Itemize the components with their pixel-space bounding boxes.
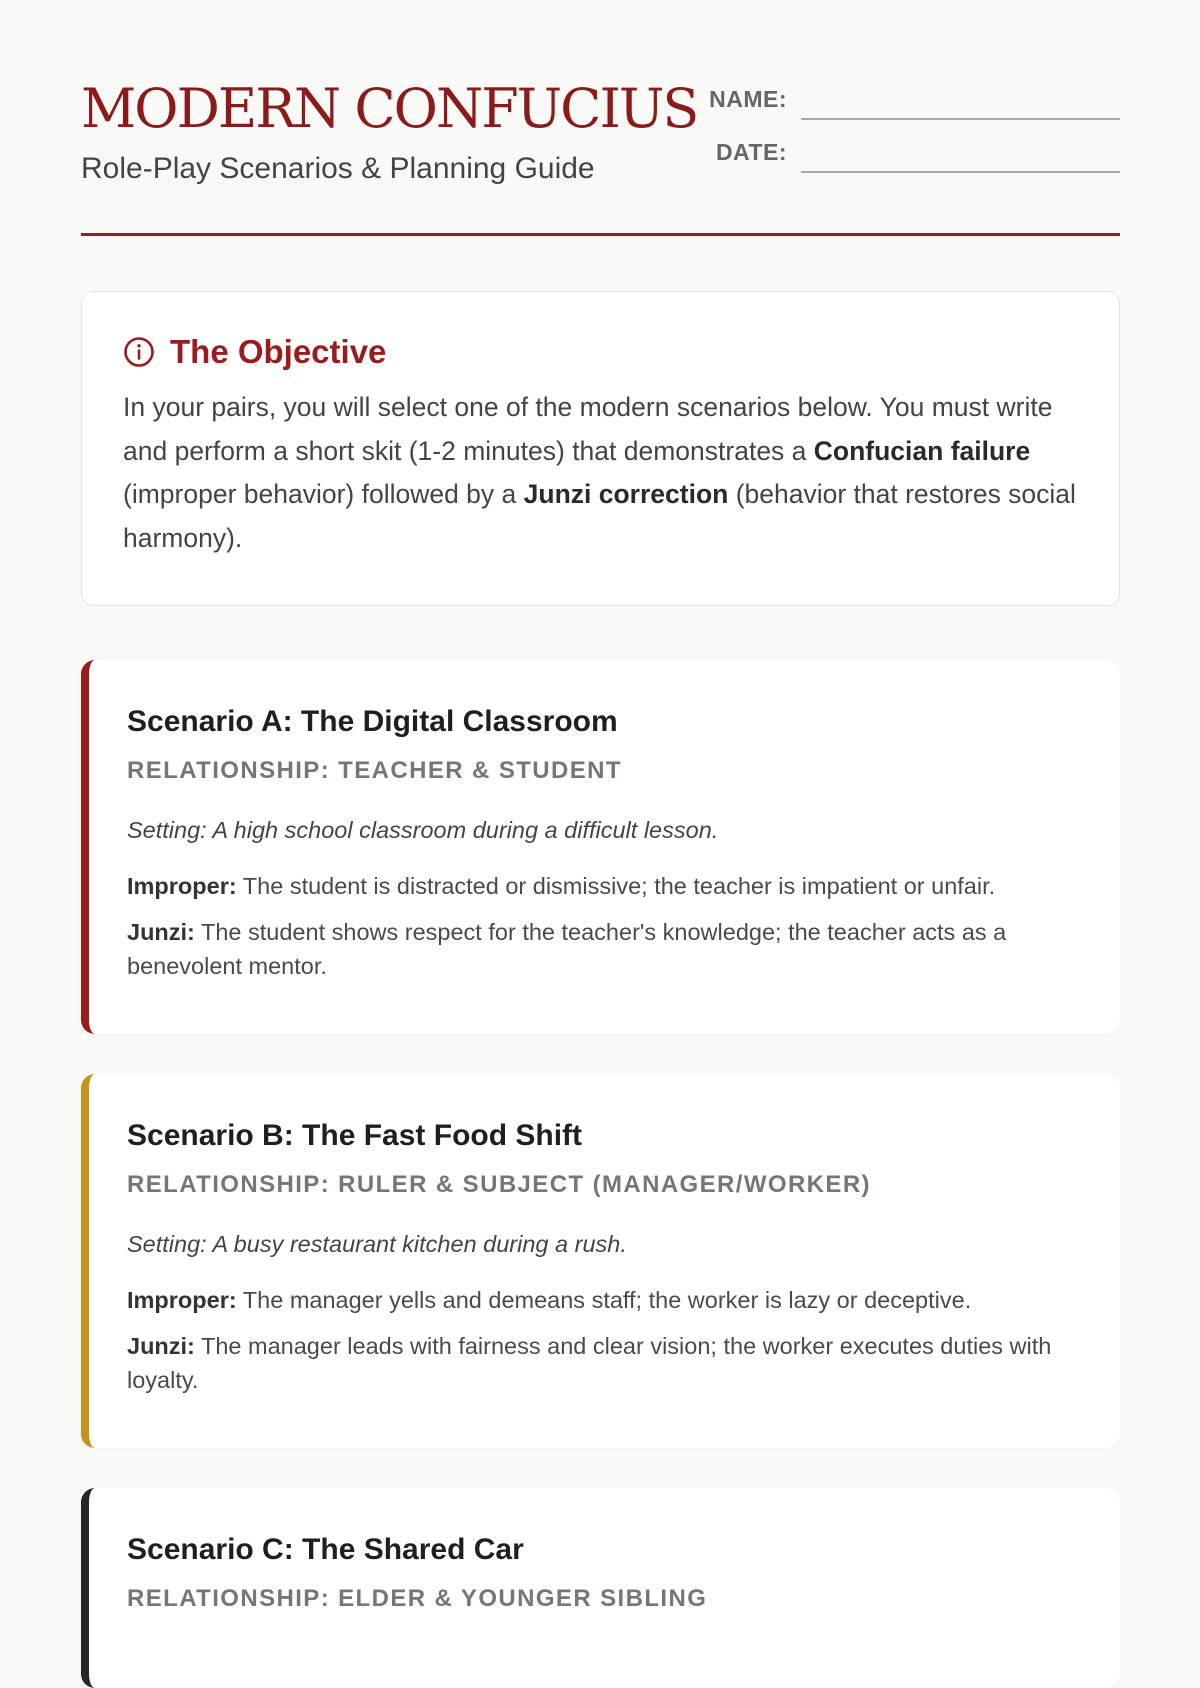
scenario-relationship: RELATIONSHIP: RULER & SUBJECT (MANAGER/WORKER) — [127, 1171, 871, 1198]
worksheet-page — [81, 0, 1120, 1612]
objective-heading — [123, 332, 1079, 372]
objective-card — [81, 291, 1120, 606]
page-title: MODERN CONFUCIUS — [81, 77, 698, 140]
name-blank-line[interactable] — [801, 118, 1120, 120]
scenario-improper — [127, 1283, 1080, 1317]
date-label: DATE: — [715, 139, 787, 165]
scenario-card-a — [81, 660, 1120, 1034]
scenario-relationship: RELATIONSHIP: TEACHER & STUDENT — [127, 757, 622, 784]
improper-text: The manager yells and demeans staff; the worker is lazy or deceptive. — [236, 1287, 972, 1313]
objective-title: The Objective — [170, 333, 387, 370]
scenario-relationship: RELATIONSHIP: ELDER & YOUNGER SIBLING — [127, 1585, 708, 1612]
scenario-card-b — [81, 1074, 1120, 1448]
date-blank-line[interactable] — [801, 171, 1120, 173]
scenario-setting: Setting: A busy restaurant kitchen during a rush. — [127, 1231, 627, 1257]
worksheet-header — [81, 0, 1120, 238]
page-subtitle: Role-Play Scenarios & Planning Guide — [81, 152, 595, 185]
header-divider — [81, 233, 1120, 236]
name-label: NAME: — [709, 86, 787, 112]
scenario-title: Scenario C: The Shared Car — [127, 1533, 524, 1566]
junzi-label: Junzi: — [127, 919, 195, 945]
scenario-junzi — [127, 1329, 1080, 1397]
improper-text: The student is distracted or dismissive; the teacher is impatient or unfair. — [236, 873, 996, 899]
objective-bold-term: Confucian failure — [813, 435, 1031, 466]
objective-text — [123, 386, 1079, 560]
date-field[interactable] — [709, 137, 1120, 173]
junzi-label: Junzi: — [127, 1333, 195, 1359]
info-icon — [123, 336, 155, 368]
improper-label: Improper: — [127, 873, 237, 899]
objective-text-part: (behavior that restores social harmony). — [123, 479, 1076, 553]
scenario-title: Scenario A: The Digital Classroom — [127, 705, 618, 738]
scenario-junzi — [127, 915, 1080, 983]
junzi-text: The student shows respect for the teacher's knowledge; the teacher acts as a benevolent mentor. — [127, 919, 1007, 979]
objective-text-part: (improper behavior) followed by a — [123, 479, 524, 509]
improper-label: Improper: — [127, 1287, 237, 1313]
scenario-setting: Setting: A high school classroom during a difficult lesson. — [127, 817, 719, 843]
name-field[interactable] — [709, 84, 1120, 120]
objective-text-part: In your pairs, you will select one of the modern scenarios below. You must write and perform a short skit (1-2 minutes) that demonstrates a — [123, 392, 1053, 466]
junzi-text: The manager leads with fairness and clear vision; the worker executes duties with loyalty. — [127, 1333, 1052, 1393]
scenario-improper — [127, 869, 1080, 903]
scenario-title: Scenario B: The Fast Food Shift — [127, 1119, 583, 1152]
objective-bold-term: Junzi correction — [523, 479, 729, 509]
scenario-card-c — [81, 1488, 1120, 1688]
